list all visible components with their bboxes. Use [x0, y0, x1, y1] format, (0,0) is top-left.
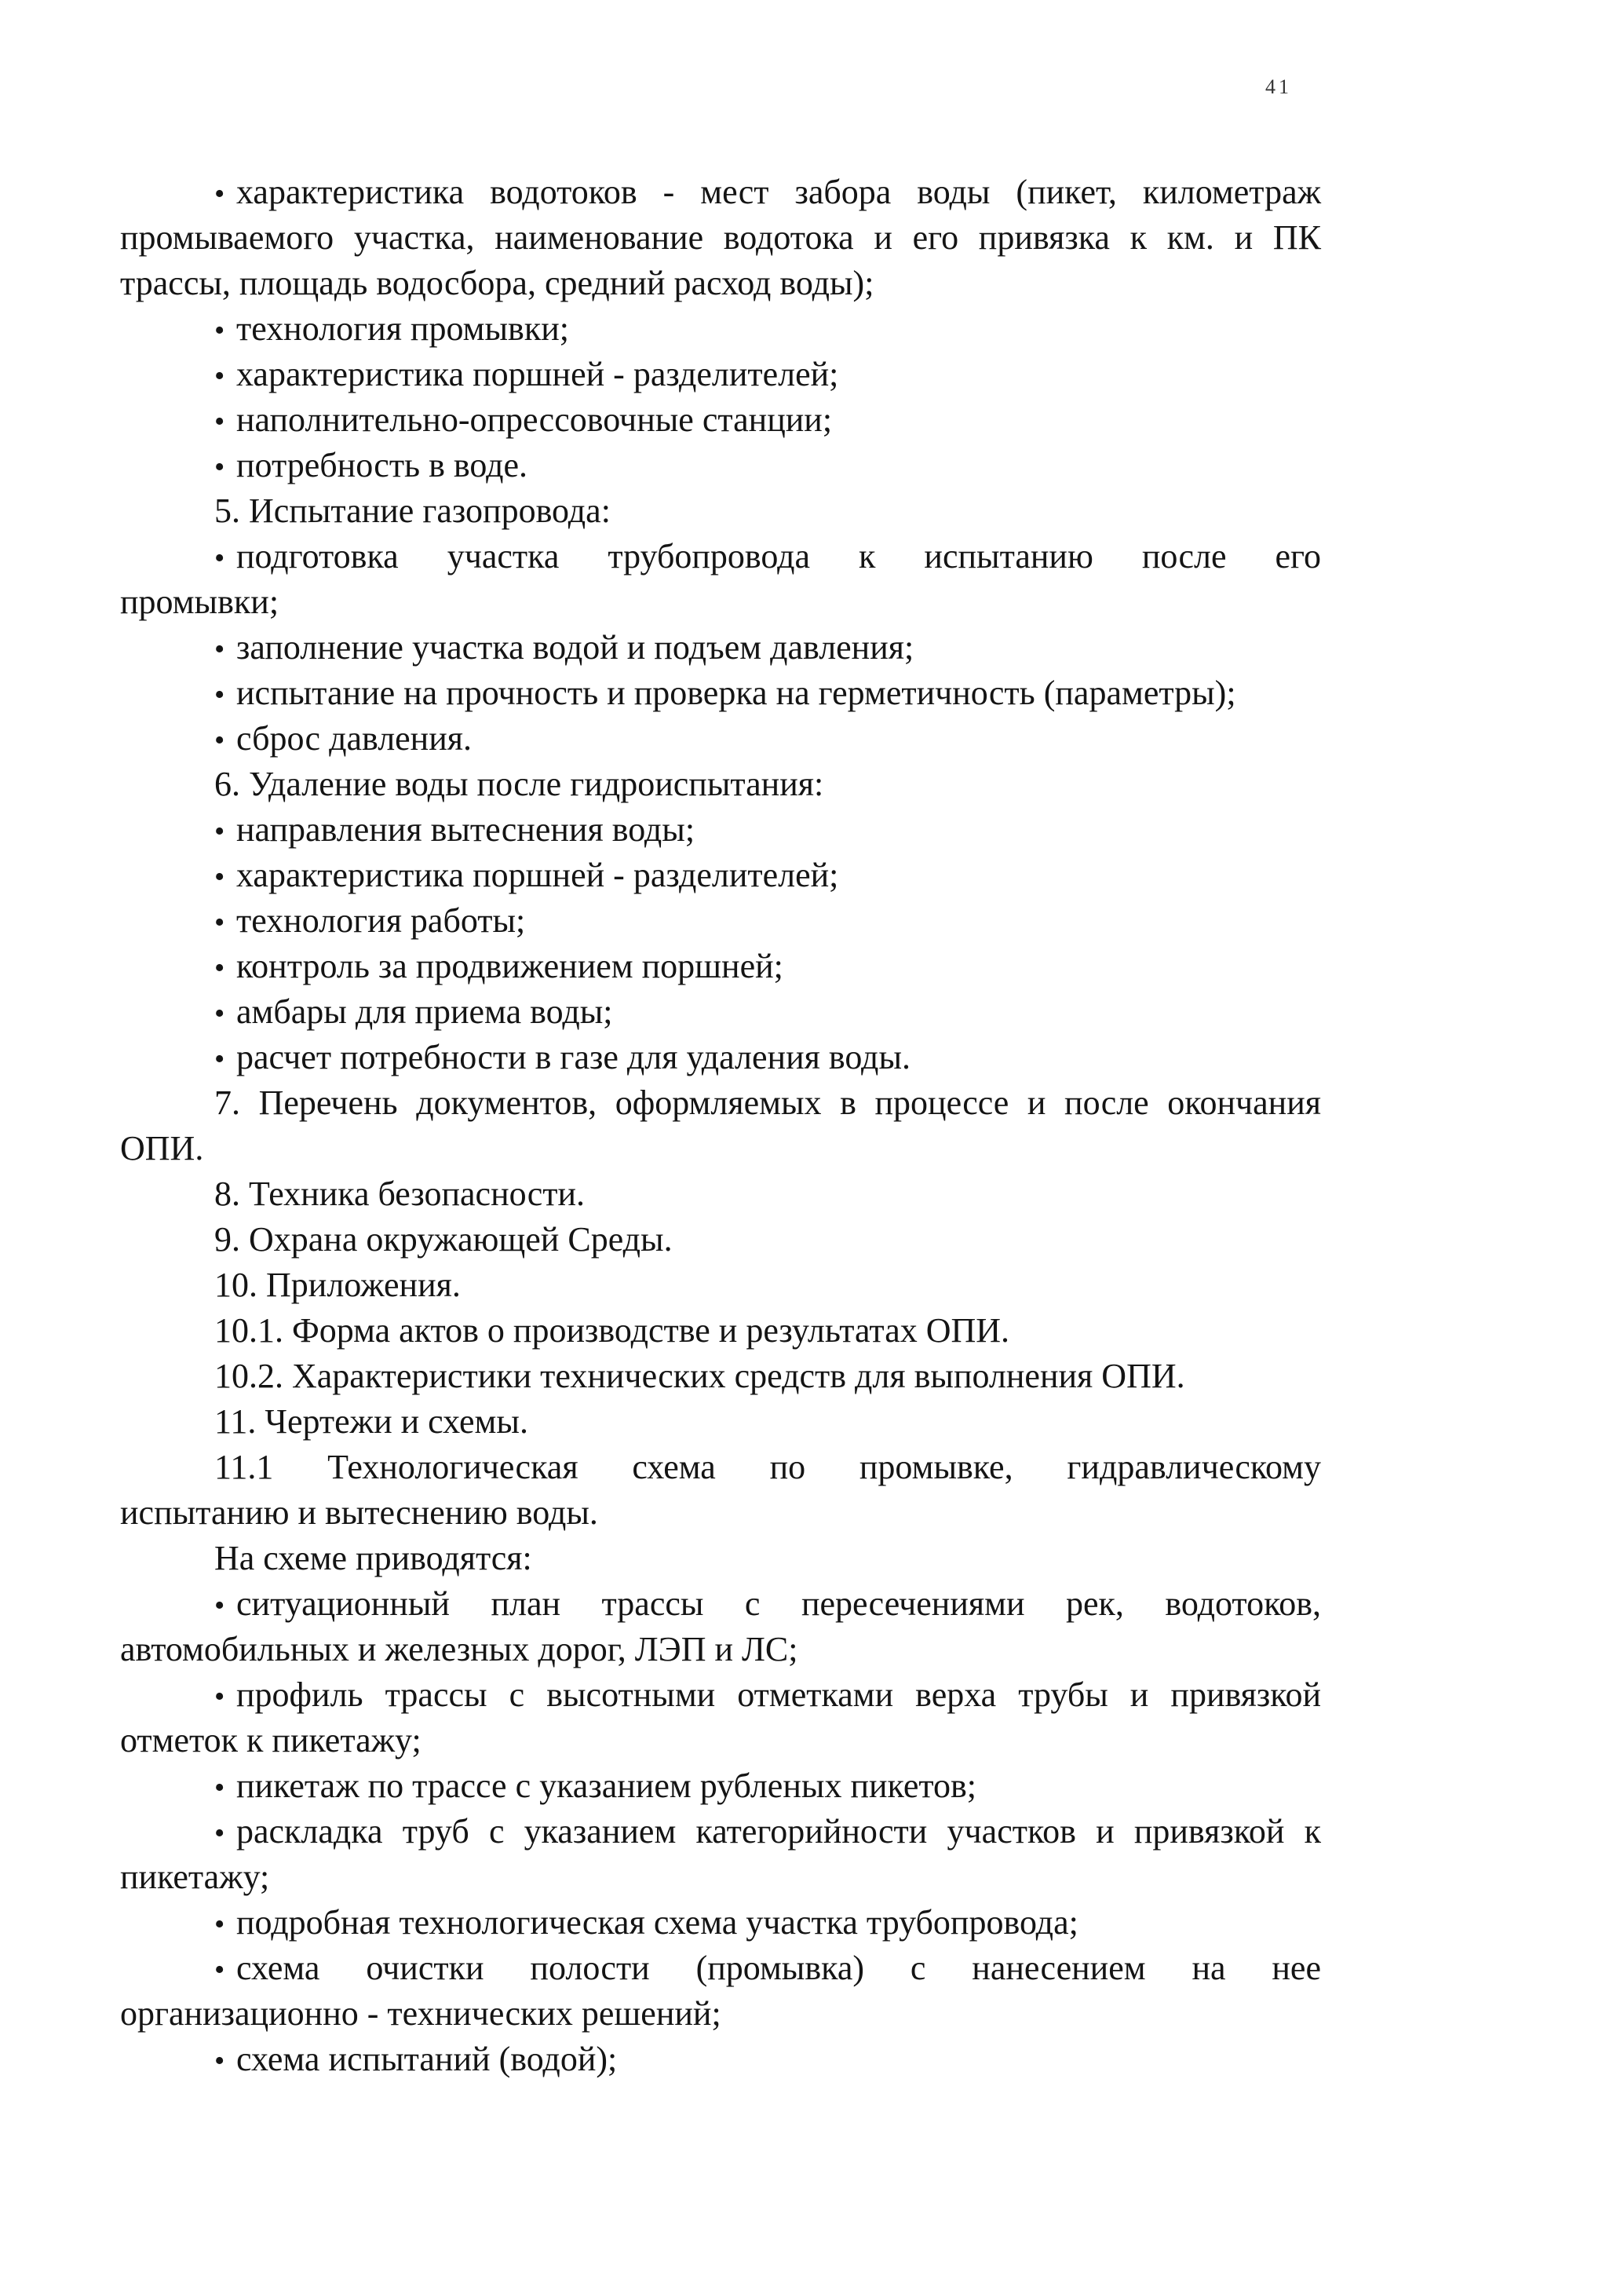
section-heading: 6. Удаление воды после гидроиспытания: — [214, 765, 824, 803]
list-item: • контроль за продвижением поршней; — [120, 944, 1321, 989]
list-item: • амбары для приема воды; — [120, 989, 1321, 1035]
list-item: • профиль трассы с высотными отметками верха трубы и привязкой — [120, 1672, 1321, 1718]
text-line: пикетажу; — [120, 1858, 270, 1896]
list-item: • схема испытаний (водой); — [120, 2037, 1321, 2082]
section-heading: 10. Приложения. — [214, 1266, 461, 1304]
list-item: • ситуационный план трассы с пересечениями рек, водотоков, — [120, 1581, 1321, 1627]
text-line: трассы, площадь водосбора, средний расход воды); — [120, 264, 874, 302]
text-line: промываемого участка, наименование водотока и его привязка к км. и ПК — [120, 218, 1321, 257]
list-item: • подробная технологическая схема участка трубопровода; — [120, 1900, 1321, 1946]
list-item: • сброс давления. — [120, 716, 1321, 762]
list-item: • характеристика водотоков - мест забора воды (пикет, километраж — [120, 170, 1321, 215]
text-line: испытанию и вытеснению воды. — [120, 1493, 598, 1532]
section-heading: 8. Техника безопасности. — [214, 1175, 586, 1213]
list-item: • потребность в воде. — [120, 443, 1321, 488]
paragraph-intro: На схеме приводятся: — [214, 1539, 532, 1577]
section-heading: 9. Охрана окружающей Среды. — [214, 1220, 673, 1259]
list-item: • характеристика поршней - разделителей; — [120, 853, 1321, 898]
list-item: • наполнительно-опрессовочные станции; — [120, 397, 1321, 443]
subsection-heading: 10.2. Характеристики технических средств для выполнения ОПИ. — [214, 1357, 1185, 1395]
section-heading: 11. Чертежи и схемы. — [214, 1402, 528, 1441]
subsection-heading: 11.1 Технологическая схема по промывке, гидравлическому — [214, 1448, 1321, 1486]
text-line: отметок к пикетажу; — [120, 1721, 422, 1759]
list-item: • пикетаж по трассе с указанием рубленых пикетов; — [120, 1763, 1321, 1809]
list-item: • технология работы; — [120, 898, 1321, 944]
list-item: • технология промывки; — [120, 306, 1321, 352]
text-line: автомобильных и железных дорог, ЛЭП и ЛС; — [120, 1630, 798, 1668]
list-item: • направления вытеснения воды; — [120, 807, 1321, 853]
subsection-heading: 10.1. Форма актов о производстве и результатах ОПИ. — [214, 1311, 1010, 1350]
list-item: • заполнение участка водой и подъем давления; — [120, 625, 1321, 670]
list-item: • подготовка участка трубопровода к испытанию после его — [120, 534, 1321, 579]
document-body — [120, 170, 1321, 2082]
list-item: • испытание на прочность и проверка на герметичность (параметры); — [120, 670, 1321, 716]
list-item: • раскладка труб с указанием категорийности участков и привязкой к — [120, 1809, 1321, 1854]
list-item: • расчет потребности в газе для удаления воды. — [120, 1035, 1321, 1080]
section-heading: 7. Перечень документов, оформляемых в процессе и после окончания — [214, 1083, 1321, 1122]
list-item: • характеристика поршней - разделителей; — [120, 352, 1321, 397]
list-item: • схема очистки полости (промывка) с нанесением на нее — [120, 1946, 1321, 1991]
page-number: 41 — [1265, 75, 1292, 98]
section-heading: 5. Испытание газопровода: — [214, 491, 611, 530]
text-line: ОПИ. — [120, 1129, 204, 1167]
text-line: организационно - технических решений; — [120, 1994, 721, 2033]
text-line: промывки; — [120, 583, 279, 621]
